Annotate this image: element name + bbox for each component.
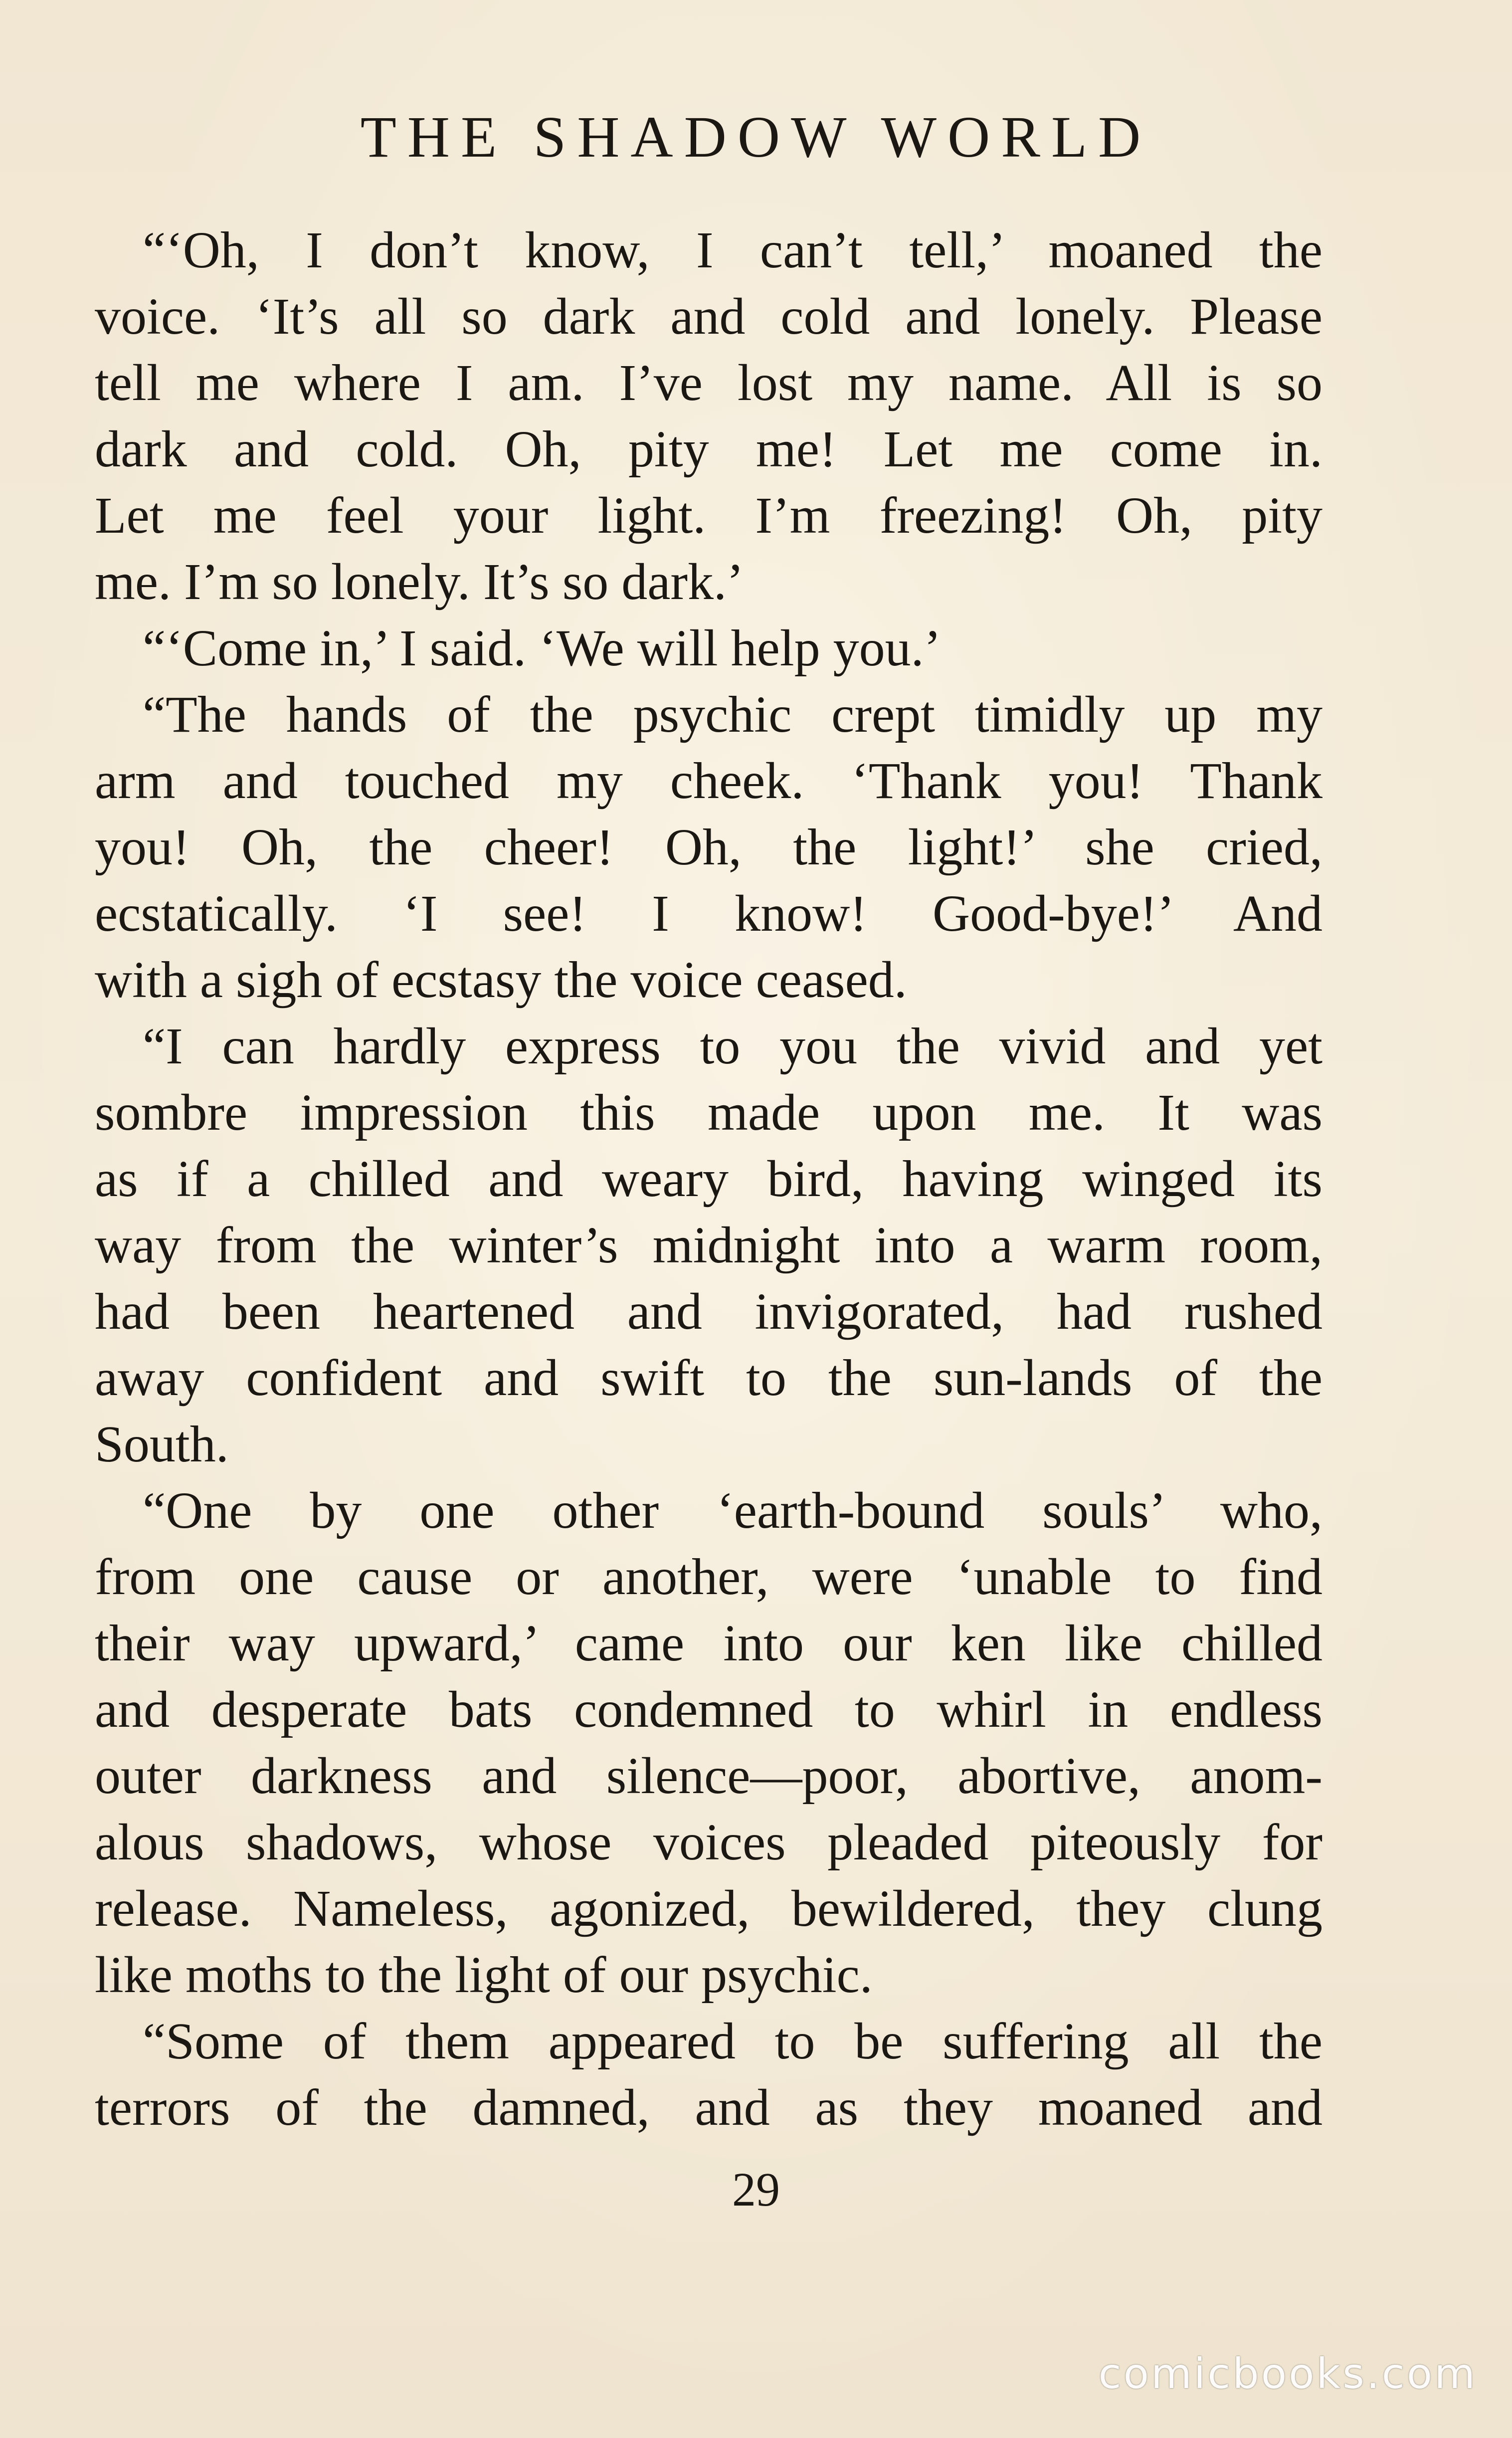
text-line: like moths to the light of our psychic. <box>95 1946 873 2004</box>
text-line: terrors of the damned, and as they moaned and <box>95 2079 1323 2136</box>
text-line: from one cause or another, were ‘unable to find <box>95 1548 1323 1606</box>
watermark-logo: comicbooks.com <box>1098 2349 1477 2398</box>
text-line: “I can hardly express to you the vivid and yet <box>143 1017 1323 1075</box>
page-number: 29 <box>732 2163 780 2216</box>
text-line: their way upward,’ came into our ken like chilled <box>95 1615 1323 1672</box>
text-line: with a sigh of ecstasy the voice ceased. <box>95 951 907 1009</box>
text-line: way from the winter’s midnight into a warm room, <box>95 1217 1323 1274</box>
text-line: alous shadows, whose voices pleaded piteously for <box>95 1814 1323 1871</box>
text-line: outer darkness and silence—poor, abortive, anom- <box>95 1747 1323 1805</box>
text-line: release. Nameless, agonized, bewildered, they clung <box>95 1880 1323 1937</box>
text-line: South. <box>95 1416 229 1473</box>
text-line: arm and touched my cheek. ‘Thank you! Thank <box>95 752 1323 810</box>
text-line: sombre impression this made upon me. It was <box>95 1084 1323 1141</box>
text-line: “‘Come in,’ I said. ‘We will help you.’ <box>143 619 942 677</box>
body-text <box>95 217 1323 2141</box>
text-line: voice. ‘It’s all so dark and cold and lonely. Please <box>95 288 1323 345</box>
text-line: “Some of them appeared to be suffering all the <box>143 2013 1323 2070</box>
text-line: away confident and swift to the sun-lands of the <box>95 1349 1323 1407</box>
running-head: THE SHADOW WORLD <box>360 104 1152 170</box>
text-line: me. I’m so lonely. It’s so dark.’ <box>95 553 744 610</box>
text-line: “The hands of the psychic crept timidly up my <box>143 686 1323 743</box>
text-line: tell me where I am. I’ve lost my name. All is so <box>95 354 1323 411</box>
text-line: had been heartened and invigorated, had rushed <box>95 1283 1323 1340</box>
text-line: “‘Oh, I don’t know, I can’t tell,’ moaned the <box>143 221 1323 279</box>
text-line: ecstatically. ‘I see! I know! Good-bye!’ And <box>95 885 1323 942</box>
text-line: and desperate bats condemned to whirl in endless <box>95 1681 1323 1738</box>
text-line: as if a chilled and weary bird, having winged its <box>95 1150 1323 1208</box>
text-line: Let me feel your light. I’m freezing! Oh, pity <box>95 487 1323 544</box>
text-line: dark and cold. Oh, pity me! Let me come in. <box>95 420 1323 478</box>
text-line: you! Oh, the cheer! Oh, the light!’ she cried, <box>95 818 1323 876</box>
text-line: “One by one other ‘earth-bound souls’ who, <box>143 1482 1323 1539</box>
